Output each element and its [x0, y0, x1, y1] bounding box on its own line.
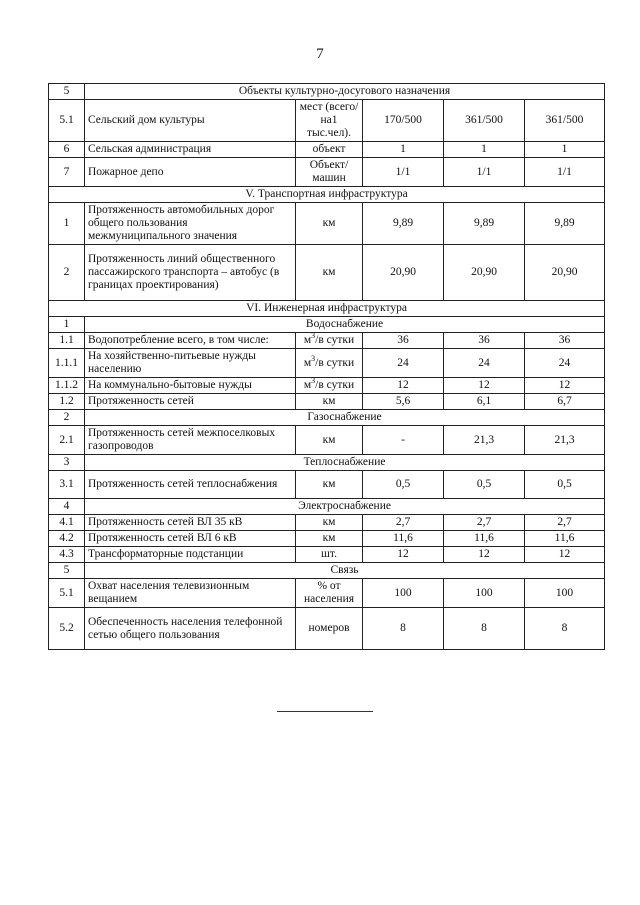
- indicator-name: Пожарное депо: [85, 158, 296, 187]
- section-number: 3: [49, 455, 85, 471]
- indicator-name: Протяженность сетей теплоснабжения: [85, 471, 296, 499]
- unit-cell: Объект/ машин: [296, 158, 363, 187]
- section-number: 5: [49, 84, 85, 100]
- value-cell: 170/500: [363, 100, 444, 142]
- value-cell: 0,5: [363, 471, 444, 499]
- table-row: [49, 515, 605, 531]
- section-heading: VI. Инженерная инфраструктура: [49, 301, 605, 317]
- value-cell: 24: [444, 349, 525, 378]
- value-cell: 12: [444, 547, 525, 563]
- table-row: [49, 245, 605, 301]
- unit-cell: $м^3/в$ сутки: [296, 378, 363, 394]
- section-heading: Объекты культурно-досугового назначения: [85, 84, 605, 100]
- table-row: [49, 608, 605, 650]
- table-row: [49, 531, 605, 547]
- value-cell: 8: [525, 608, 605, 650]
- value-cell: 36: [363, 333, 444, 349]
- value-cell: 12: [525, 547, 605, 563]
- row-number: 1.2: [49, 394, 85, 410]
- indicator-name: Протяженность сетей ВЛ 6 кВ: [85, 531, 296, 547]
- page-number: 7: [316, 46, 324, 62]
- value-cell: 9,89: [444, 203, 525, 245]
- indicator-name: Протяженность линий общественного пассажирского транспорта – автобус (в границах проектирования): [85, 245, 296, 301]
- value-cell: 12: [444, 378, 525, 394]
- row-number: 5.1: [49, 579, 85, 608]
- value-cell: 8: [444, 608, 525, 650]
- section-heading: Электроснабжение: [85, 499, 605, 515]
- unit-cell: км: [296, 203, 363, 245]
- section-number: 1: [49, 317, 85, 333]
- table-row: [49, 394, 605, 410]
- table-row: [49, 547, 605, 563]
- value-cell: 0,5: [525, 471, 605, 499]
- indicator-name: На коммунально-бытовые нужды: [85, 378, 296, 394]
- unit-cell: $м^3/в$ сутки: [296, 349, 363, 378]
- indicator-name: Протяженность сетей ВЛ 35 кВ: [85, 515, 296, 531]
- row-number: 2.1: [49, 426, 85, 455]
- value-cell: 5,6: [363, 394, 444, 410]
- value-cell: 24: [525, 349, 605, 378]
- section-heading: Связь: [85, 563, 605, 579]
- value-cell: 11,6: [363, 531, 444, 547]
- value-cell: 12: [525, 378, 605, 394]
- value-cell: 6,7: [525, 394, 605, 410]
- unit-cell: объект: [296, 142, 363, 158]
- footer-divider: [277, 711, 373, 712]
- value-cell: 9,89: [363, 203, 444, 245]
- unit-cell: % от населения: [296, 579, 363, 608]
- value-cell: 361/500: [525, 100, 605, 142]
- section-row: [49, 301, 605, 317]
- table-row: [49, 426, 605, 455]
- unit-cell: $м^3/в$ сутки: [296, 333, 363, 349]
- unit-cell: км: [296, 394, 363, 410]
- row-number: 4.2: [49, 531, 85, 547]
- section-heading: Водоснабжение: [85, 317, 605, 333]
- indicator-name: Сельская администрация: [85, 142, 296, 158]
- unit-cell: номеров: [296, 608, 363, 650]
- section-number: 2: [49, 410, 85, 426]
- row-number: 5.1: [49, 100, 85, 142]
- value-cell: 1/1: [525, 158, 605, 187]
- value-cell: 1/1: [444, 158, 525, 187]
- value-cell: 36: [525, 333, 605, 349]
- unit-cell: км: [296, 426, 363, 455]
- unit-cell: км: [296, 515, 363, 531]
- indicator-name: На хозяйственно-питьевые нужды населению: [85, 349, 296, 378]
- value-cell: 1: [363, 142, 444, 158]
- value-cell: 12: [363, 378, 444, 394]
- table-row: [49, 579, 605, 608]
- row-number: 4.1: [49, 515, 85, 531]
- section-row: [49, 317, 605, 333]
- row-number: 1.1.1: [49, 349, 85, 378]
- value-cell: 20,90: [444, 245, 525, 301]
- value-cell: 1/1: [363, 158, 444, 187]
- value-cell: 0,5: [444, 471, 525, 499]
- row-number: 1: [49, 203, 85, 245]
- unit-cell: шт.: [296, 547, 363, 563]
- indicator-name: Охват населения телевизионным вещанием: [85, 579, 296, 608]
- value-cell: 100: [525, 579, 605, 608]
- table-row: [49, 349, 605, 378]
- row-number: 5.2: [49, 608, 85, 650]
- row-number: 4.3: [49, 547, 85, 563]
- section-row: [49, 455, 605, 471]
- row-number: 6: [49, 142, 85, 158]
- value-cell: 361/500: [444, 100, 525, 142]
- indicator-name: Трансформаторные подстанции: [85, 547, 296, 563]
- section-row: [49, 499, 605, 515]
- indicator-name: Сельский дом культуры: [85, 100, 296, 142]
- section-heading: V. Транспортная инфраструктура: [49, 187, 605, 203]
- value-cell: 21,3: [444, 426, 525, 455]
- section-row: [49, 410, 605, 426]
- value-cell: 6,1: [444, 394, 525, 410]
- indicator-name: Обеспеченность населения телефонной сетью общего пользования: [85, 608, 296, 650]
- unit-cell: км: [296, 245, 363, 301]
- table-row: [49, 142, 605, 158]
- section-heading: Теплоснабжение: [85, 455, 605, 471]
- value-cell: -: [363, 426, 444, 455]
- table-row: [49, 471, 605, 499]
- value-cell: 1: [525, 142, 605, 158]
- value-cell: 20,90: [363, 245, 444, 301]
- table-row: [49, 100, 605, 142]
- indicators-table: [48, 83, 605, 650]
- table-row: [49, 333, 605, 349]
- section-number: 5: [49, 563, 85, 579]
- unit-cell: мест (всего/на1 тыс.чел).: [296, 100, 363, 142]
- table-body: [49, 84, 605, 650]
- value-cell: 11,6: [525, 531, 605, 547]
- value-cell: 24: [363, 349, 444, 378]
- value-cell: 2,7: [525, 515, 605, 531]
- row-number: 3.1: [49, 471, 85, 499]
- indicator-name: Протяженность сетей межпоселковых газопроводов: [85, 426, 296, 455]
- indicator-name: Протяженность автомобильных дорог общего пользования межмуниципального значения: [85, 203, 296, 245]
- table-row: [49, 203, 605, 245]
- row-number: 1.1.2: [49, 378, 85, 394]
- value-cell: 2,7: [444, 515, 525, 531]
- section-row: [49, 563, 605, 579]
- indicator-name: Водопотребление всего, в том числе:: [85, 333, 296, 349]
- value-cell: 1: [444, 142, 525, 158]
- section-row: [49, 187, 605, 203]
- section-row: [49, 84, 605, 100]
- section-number: 4: [49, 499, 85, 515]
- indicator-name: Протяженность сетей: [85, 394, 296, 410]
- value-cell: 9,89: [525, 203, 605, 245]
- value-cell: 2,7: [363, 515, 444, 531]
- value-cell: 100: [444, 579, 525, 608]
- section-heading: Газоснабжение: [85, 410, 605, 426]
- unit-cell: км: [296, 471, 363, 499]
- value-cell: 8: [363, 608, 444, 650]
- value-cell: 11,6: [444, 531, 525, 547]
- value-cell: 12: [363, 547, 444, 563]
- value-cell: 36: [444, 333, 525, 349]
- row-number: 7: [49, 158, 85, 187]
- value-cell: 100: [363, 579, 444, 608]
- table-row: [49, 378, 605, 394]
- value-cell: 21,3: [525, 426, 605, 455]
- row-number: 2: [49, 245, 85, 301]
- value-cell: 20,90: [525, 245, 605, 301]
- table-row: [49, 158, 605, 187]
- unit-cell: км: [296, 531, 363, 547]
- row-number: 1.1: [49, 333, 85, 349]
